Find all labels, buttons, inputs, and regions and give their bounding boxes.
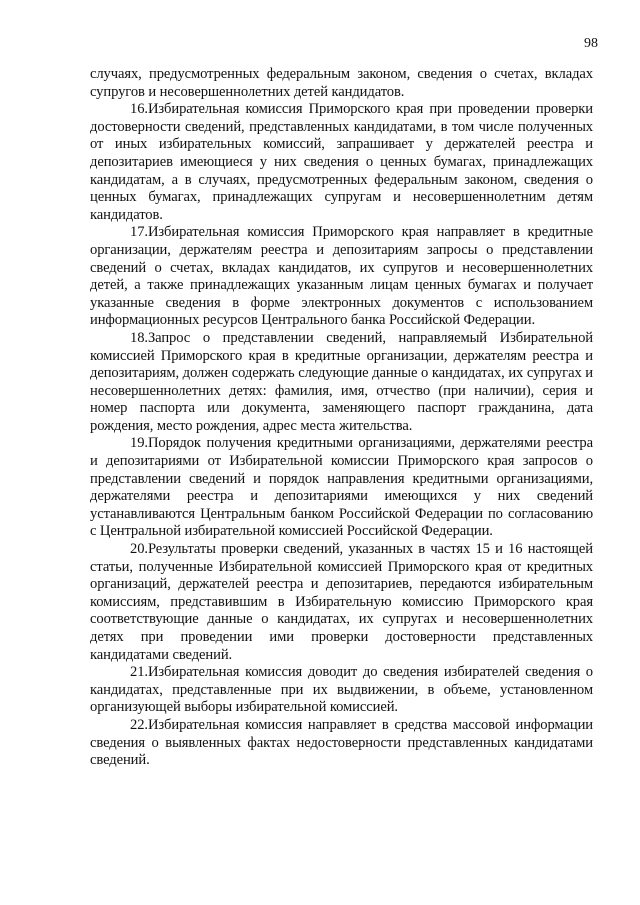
paragraph-21: 21.Избирательная комиссия доводит до сведения избирателей сведения о кандидатах, представленные при их выдвижении, в объеме, установленном организующей выборы избирательной комиссией. [90, 664, 593, 716]
paragraph-16: 16.Избирательная комиссия Приморского края при проведении проверки достоверности сведений, представленных кандидатами, в том числе полученных от иных избирательных комиссий, запрашивает у держателей реестра и депозитариев имеющиеся у них сведения о ценных бумагах, принадлежащих кандидатам, а в случаях, предусмотренных федеральным законом, сведения о ценных бумагах, принадлежащих супругам и несовершеннолетним детям кандидатов. [90, 101, 593, 223]
paragraph-20: 20.Результаты проверки сведений, указанных в частях 15 и 16 настоящей статьи, полученные Избирательной комиссией Приморского края от кредитных организаций, держателей реестра и депозитариев, передаются избирательным комиссиям, представившим в Избирательную комиссию Приморского края соответствующие данные о кандидатах, их супругах и несовершеннолетних детях при проведении ими проверки достоверности представленных кандидатами сведений. [90, 541, 593, 663]
paragraph-18: 18.Запрос о представлении сведений, направляемый Избирательной комиссией Приморского края в кредитные организации, держателям реестра и депозитариям, должен содержать следующие данные о кандидатах, их супругах и несовершеннолетних детях: фамилия, имя, отчество (при наличии), серия и номер паспорта или документа, заменяющего паспорт гражданина, дата рождения, место рождения, адрес места жительства. [90, 329, 593, 434]
paragraph-17: 17.Избирательная комиссия Приморского края направляет в кредитные организации, держателям реестра и депозитариям запросы о представлении сведений о счетах, вкладах кандидатов, их супругов и несовершеннолетних детей, а также принадлежащих указанным лицам ценных бумагах и получает указанные сведения в форме электронных документов с использованием информационных ресурсов Центрального банка Российской Федерации. [90, 224, 593, 329]
page-number: 98 [584, 36, 598, 51]
paragraph-22: 22.Избирательная комиссия направляет в средства массовой информации сведения о выявленных фактах недостоверности представленных кандидатами сведений. [90, 716, 593, 769]
document-body [90, 66, 593, 770]
paragraph-19: 19.Порядок получения кредитными организациями, держателями реестра и депозитариями от Избирательной комиссии Приморского края запросов о представлении сведений и порядок направления кредитными организациями, держателями реестра и депозитариями имеющихся у них сведений устанавливаются Центральным банком Российской Федерации по согласованию с Центральной избирательной комиссией Российской Федерации. [90, 435, 593, 540]
paragraph-15-continuation: случаях, предусмотренных федеральным законом, сведения о счетах, вкладах супругов и несовершеннолетних детей кандидатов. [90, 66, 593, 100]
